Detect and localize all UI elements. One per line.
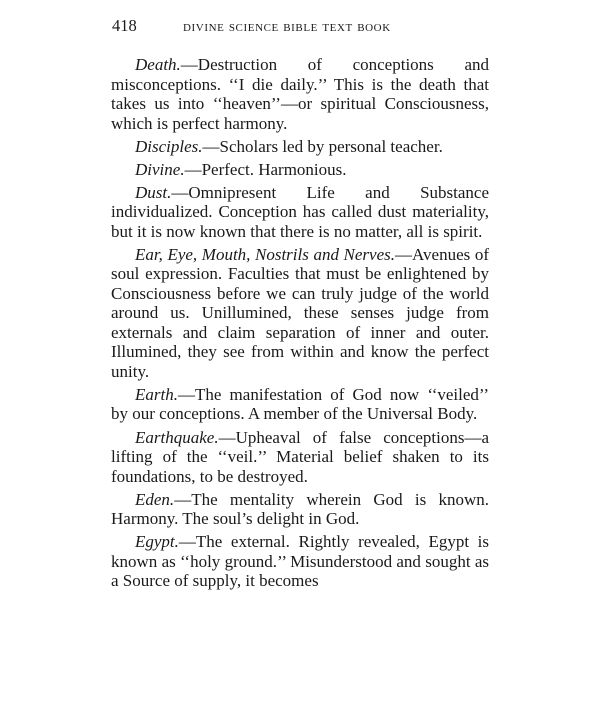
entry-definition: —Scholars led by personal teacher. [202, 136, 443, 156]
page-body [111, 55, 489, 594]
entry-definition: —The mentality wherein God is known. Harmony. The soul’s delight in God. [111, 489, 489, 529]
entry-term: Divine. [135, 159, 185, 179]
entry-term: Eden. [135, 489, 175, 509]
glossary-entry-earthquake [111, 428, 489, 487]
glossary-entry-disciples [111, 137, 489, 157]
glossary-entry-divine [111, 160, 489, 180]
page-number: 418 [112, 16, 137, 35]
entry-term: Death. [135, 55, 181, 74]
glossary-entry-egypt [111, 532, 489, 591]
entry-definition: —Upheaval of false conceptions—a lifting of the ‘‘veil.’’ Material belief shaken to its foundations, to be destroyed. [111, 427, 489, 486]
entry-definition: —The manifestation of God now ‘‘veiled’’ by our conceptions. A member of the Universal Body. [111, 384, 489, 424]
entry-term: Dust. [135, 182, 172, 202]
page-header [112, 16, 492, 36]
glossary-entry-dust [111, 183, 489, 242]
entry-term: Ear, Eye, Mouth, Nostrils and Nerves. [135, 244, 396, 264]
entry-term: Earth. [135, 384, 178, 404]
entry-definition: —Avenues of soul expression. Faculties that must be enlightened by Consciousness before we can truly judge of the world around us. Unillumined, these senses judge from externals and claim separation of inner and outer. Illumined, they see from within and know the perfect unity. [111, 244, 489, 381]
glossary-entry-death [111, 55, 489, 133]
entry-term: Egypt. [135, 532, 179, 552]
entry-definition: —The external. Rightly revealed, Egypt is known as ‘‘holy ground.’’ Misunderstood and sought as a Source of supply, it becomes [111, 532, 489, 591]
entry-term: Earthquake. [135, 427, 219, 447]
entry-definition: —Destruction of conceptions and misconceptions. ‘‘I die daily.’’ This is the death that takes us into ‘‘heaven’’—or spiritual Consciousness, which is perfect harmony. [111, 55, 489, 133]
glossary-entry-senses [111, 245, 489, 382]
entry-definition: —Omnipresent Life and Substance individualized. Conception has called dust materiality, but it is now known that there is no matter, all is spirit. [111, 182, 489, 241]
entry-definition: —Perfect. Harmonious. [184, 159, 347, 179]
glossary-entry-earth [111, 385, 489, 424]
entry-term: Disciples. [135, 136, 203, 156]
glossary-entry-eden [111, 490, 489, 529]
running-title: divine science bible text book [183, 19, 391, 35]
